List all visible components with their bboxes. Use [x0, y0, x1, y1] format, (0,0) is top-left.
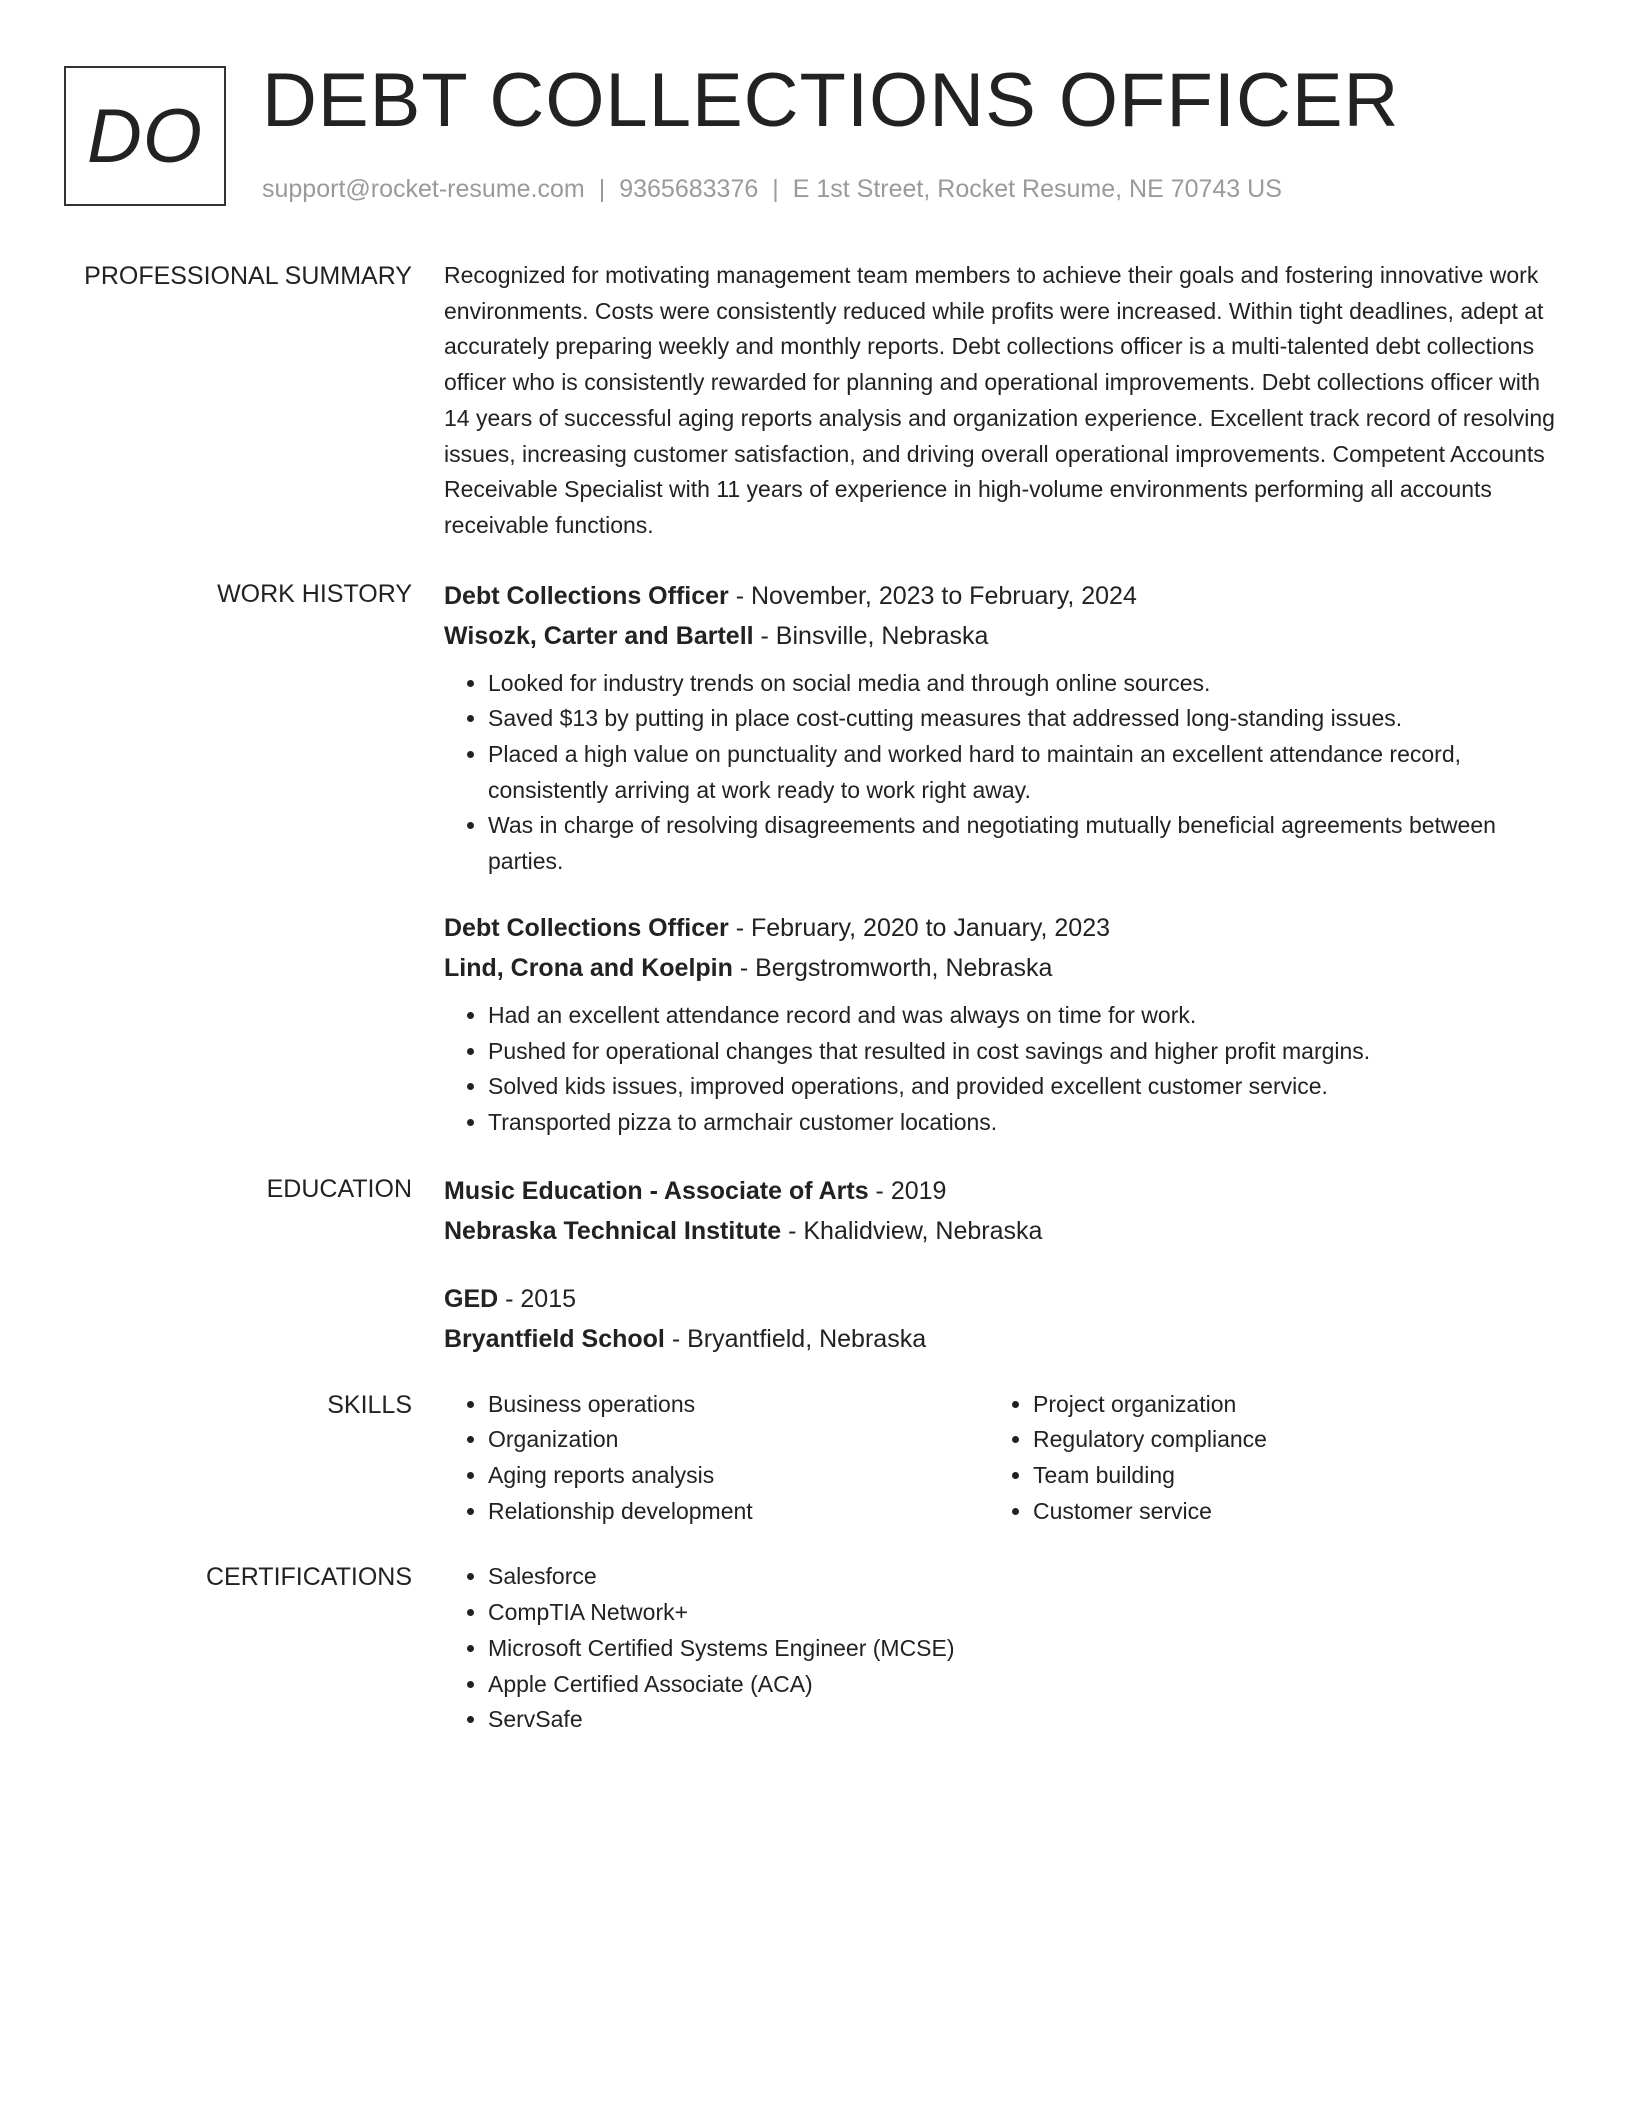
job-title: Debt Collections Officer — [444, 581, 729, 610]
certification-item: • Microsoft Certified Systems Engineer (MCSE) — [488, 1631, 1556, 1667]
job-company-line — [444, 616, 1556, 656]
degree: Music Education - Associate of Arts — [444, 1176, 869, 1205]
job-location: - Bergstromworth, Nebraska — [732, 953, 1053, 982]
skill-item: • Team building — [1033, 1458, 1534, 1494]
degree-line — [444, 1279, 1556, 1319]
job-title: Debt Collections Officer — [444, 913, 729, 942]
education-entry — [444, 1171, 1556, 1251]
degree-line — [444, 1171, 1556, 1211]
school-line — [444, 1211, 1556, 1251]
contact-phone[interactable]: 9365683376 — [619, 175, 759, 203]
job-entry — [444, 576, 1556, 880]
skills-column-right — [989, 1387, 1534, 1530]
certification-item: • Salesforce — [488, 1559, 1556, 1595]
section-certifications — [0, 1559, 1632, 1738]
job-title-line — [444, 576, 1556, 616]
job-bullet: • Looked for industry trends on social media and through online sources. — [488, 666, 1556, 702]
section-body — [444, 1387, 1556, 1530]
job-company: Lind, Crona and Koelpin — [444, 953, 733, 982]
job-location: - Binsville, Nebraska — [753, 621, 989, 650]
skill-item: • Organization — [488, 1422, 989, 1458]
skill-item: • Customer service — [1033, 1494, 1534, 1530]
school: Nebraska Technical Institute — [444, 1216, 782, 1245]
section-work-history — [0, 576, 1632, 1141]
job-dates: - November, 2023 to February, 2024 — [728, 581, 1137, 610]
section-label: CERTIFICATIONS — [205, 1563, 412, 1592]
job-bullets — [444, 666, 1556, 880]
job-bullet: • Had an excellent attendance record and was always on time for work. — [488, 998, 1556, 1034]
degree: GED — [444, 1284, 499, 1313]
job-bullet: • Placed a high value on punctuality and worked hard to maintain an excellent attendance record, consistently arriving at work ready to work right away. — [488, 737, 1556, 808]
degree-year: - 2019 — [868, 1176, 947, 1205]
contact-email[interactable]: support@rocket-resume.com — [262, 175, 585, 203]
certification-item: • ServSafe — [488, 1702, 1556, 1738]
school-location: - Khalidview, Nebraska — [781, 1216, 1043, 1245]
resume-sections — [0, 258, 1632, 1738]
section-body — [444, 576, 1556, 1141]
summary-text: Recognized for motivating management team members to achieve their goals and fostering innovative work environments. Costs were consistently reduced while profits were increased. Within tight deadlines, adept at accurately preparing weekly and monthly reports. Debt collections officer is a multi-talented debt collections officer who is consistently rewarded for planning and operational improvements. Debt collections officer with 14 years of successful aging reports analysis and organization experience. Excellent track record of resolving issues, increasing customer satisfaction, and driving overall operational improvements. Competent Accounts Receivable Specialist with 11 years of experience in high-volume environments performing all accounts receivable functions. — [444, 262, 1555, 538]
school-location: - Bryantfield, Nebraska — [664, 1324, 927, 1353]
section-body — [444, 1171, 1556, 1359]
contact-separator: | — [772, 175, 779, 203]
skill-item: • Relationship development — [488, 1494, 989, 1530]
skill-item: • Regulatory compliance — [1033, 1422, 1534, 1458]
job-company: Wisozk, Carter and Bartell — [444, 621, 754, 650]
section-body — [444, 258, 1556, 544]
skills-column-left — [444, 1387, 989, 1530]
skill-item: • Project organization — [1033, 1387, 1534, 1423]
section-label: PROFESSIONAL SUMMARY — [84, 262, 412, 290]
job-bullet: • Solved kids issues, improved operations, and provided excellent customer service. — [488, 1069, 1556, 1105]
skills-grid — [444, 1387, 1556, 1530]
skill-item: • Business operations — [488, 1387, 989, 1423]
job-bullet: • Transported pizza to armchair customer locations. — [488, 1105, 1556, 1141]
school: Bryantfield School — [444, 1324, 665, 1353]
section-education — [0, 1171, 1632, 1359]
education-entry — [444, 1279, 1556, 1359]
job-bullets — [444, 998, 1556, 1141]
section-body — [444, 1559, 1556, 1738]
skill-item: • Aging reports analysis — [488, 1458, 989, 1494]
section-summary — [0, 258, 1632, 544]
certification-list — [444, 1559, 1556, 1738]
certification-item: • Apple Certified Associate (ACA) — [488, 1667, 1556, 1703]
contact-separator: | — [598, 175, 606, 203]
contact-address: E 1st Street, Rocket Resume, NE 70743 US — [792, 175, 1282, 203]
section-label: EDUCATION — [266, 1174, 412, 1203]
resume-title: DEBT COLLECTIONS OFFICER — [262, 58, 1400, 143]
job-dates: - February, 2020 to January, 2023 — [728, 913, 1111, 942]
job-entry — [444, 908, 1556, 1141]
section-skills — [0, 1387, 1632, 1530]
job-company-line — [444, 948, 1556, 988]
school-line — [444, 1319, 1556, 1359]
section-label: WORK HISTORY — [217, 579, 412, 608]
job-bullet: • Was in charge of resolving disagreements and negotiating mutually beneficial agreements between parties. — [488, 808, 1556, 879]
degree-year: - 2015 — [498, 1284, 577, 1313]
job-bullet: • Pushed for operational changes that resulted in cost savings and higher profit margins. — [488, 1034, 1556, 1070]
contact-line — [262, 174, 1282, 204]
job-bullet: • Saved $13 by putting in place cost-cutting measures that addressed long-standing issues. — [488, 701, 1556, 737]
monogram-box: DO — [64, 66, 226, 206]
section-label: SKILLS — [327, 1390, 412, 1419]
certification-item: • CompTIA Network+ — [488, 1595, 1556, 1631]
job-title-line — [444, 908, 1556, 948]
